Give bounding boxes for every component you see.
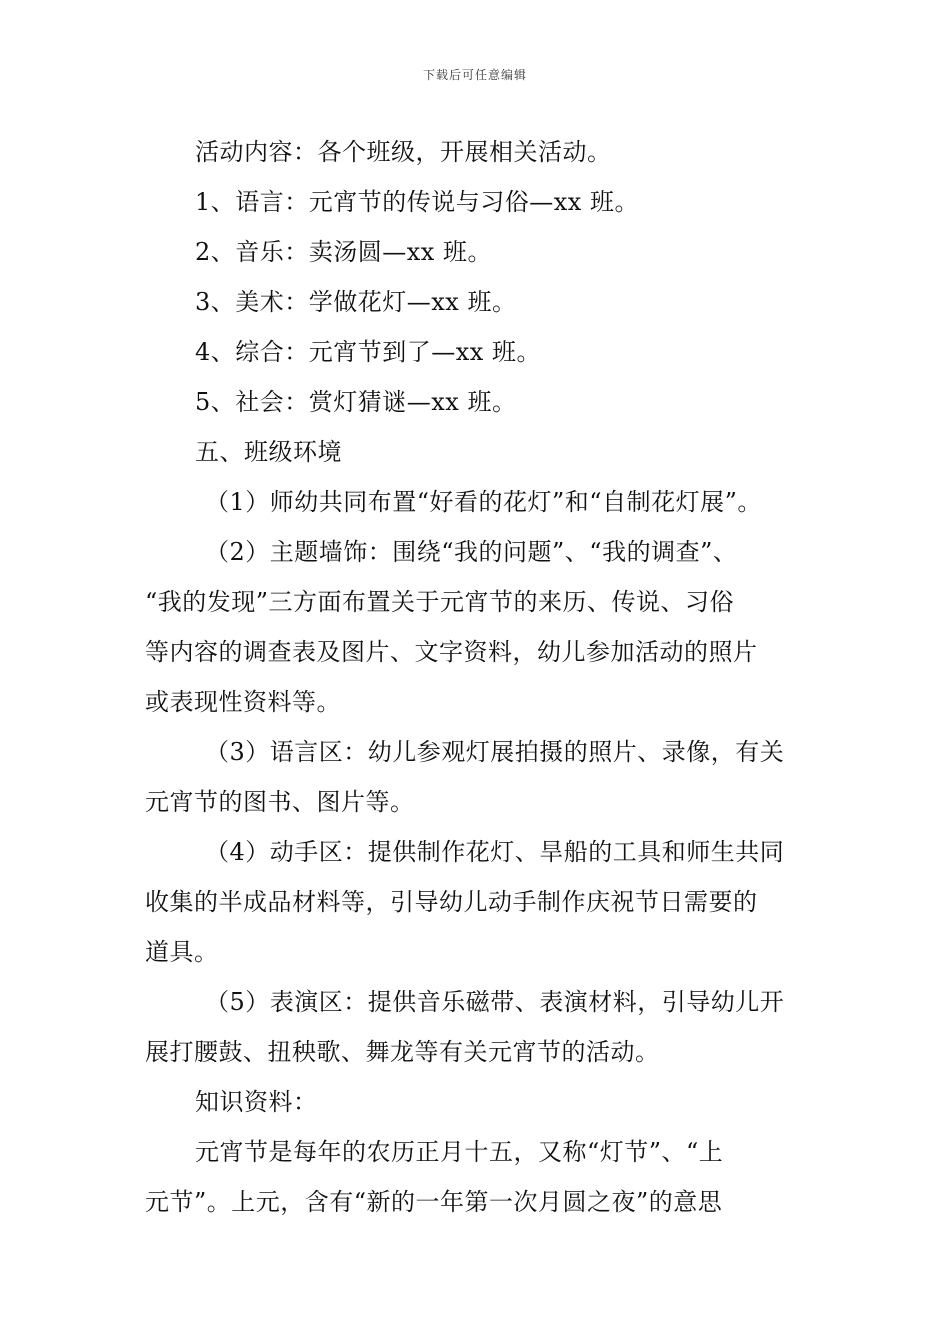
text-line: 或表现性资料等。 <box>145 688 341 716</box>
text-line: （3）语言区：幼儿参观灯展拍摄的照片、录像，有关 <box>205 738 785 766</box>
text-line: 1、语言：元宵节的传说与习俗—xx 班。 <box>195 188 639 216</box>
text-line: 5、社会：赏灯猜谜—xx 班。 <box>195 388 517 416</box>
text-line: 元宵节的图书、图片等。 <box>145 788 415 816</box>
text-line: 道具。 <box>145 938 219 966</box>
text-line: “我的发现”三方面布置关于元宵节的来历、传说、习俗 <box>145 588 735 616</box>
document-body <box>145 127 810 1227</box>
text-line: 活动内容：各个班级，开展相关活动。 <box>195 138 612 166</box>
text-line: （2）主题墙饰：围绕“我的问题”、“我的调查”、 <box>205 538 738 566</box>
text-line: （5）表演区：提供音乐磁带、表演材料，引导幼儿开 <box>205 988 785 1016</box>
text-line: 等内容的调查表及图片、文字资料，幼儿参加活动的照片 <box>145 638 758 666</box>
text-line: 展打腰鼓、扭秧歌、舞龙等有关元宵节的活动。 <box>145 1038 660 1066</box>
text-line: 元宵节是每年的农历正月十五，又称“灯节”、“上 <box>195 1138 724 1166</box>
text-line: 元节”。上元，含有“新的一年第一次月圆之夜”的意思 <box>145 1188 723 1216</box>
text-line: 收集的半成品材料等，引导幼儿动手制作庆祝节日需要的 <box>145 888 758 916</box>
section-heading: 五、班级环境 <box>195 438 342 466</box>
section-heading: 知识资料： <box>195 1088 318 1116</box>
text-line: 2、音乐：卖汤圆—xx 班。 <box>195 238 492 266</box>
text-line: （1）师幼共同布置“好看的花灯”和“自制花灯展”。 <box>205 488 762 516</box>
text-line: （4）动手区：提供制作花灯、旱船的工具和师生共同 <box>205 838 785 866</box>
text-line: 4、综合：元宵节到了—xx 班。 <box>195 338 541 366</box>
text-line: 3、美术：学做花灯—xx 班。 <box>195 288 517 316</box>
header-note: 下载后可任意编辑 <box>422 68 527 82</box>
